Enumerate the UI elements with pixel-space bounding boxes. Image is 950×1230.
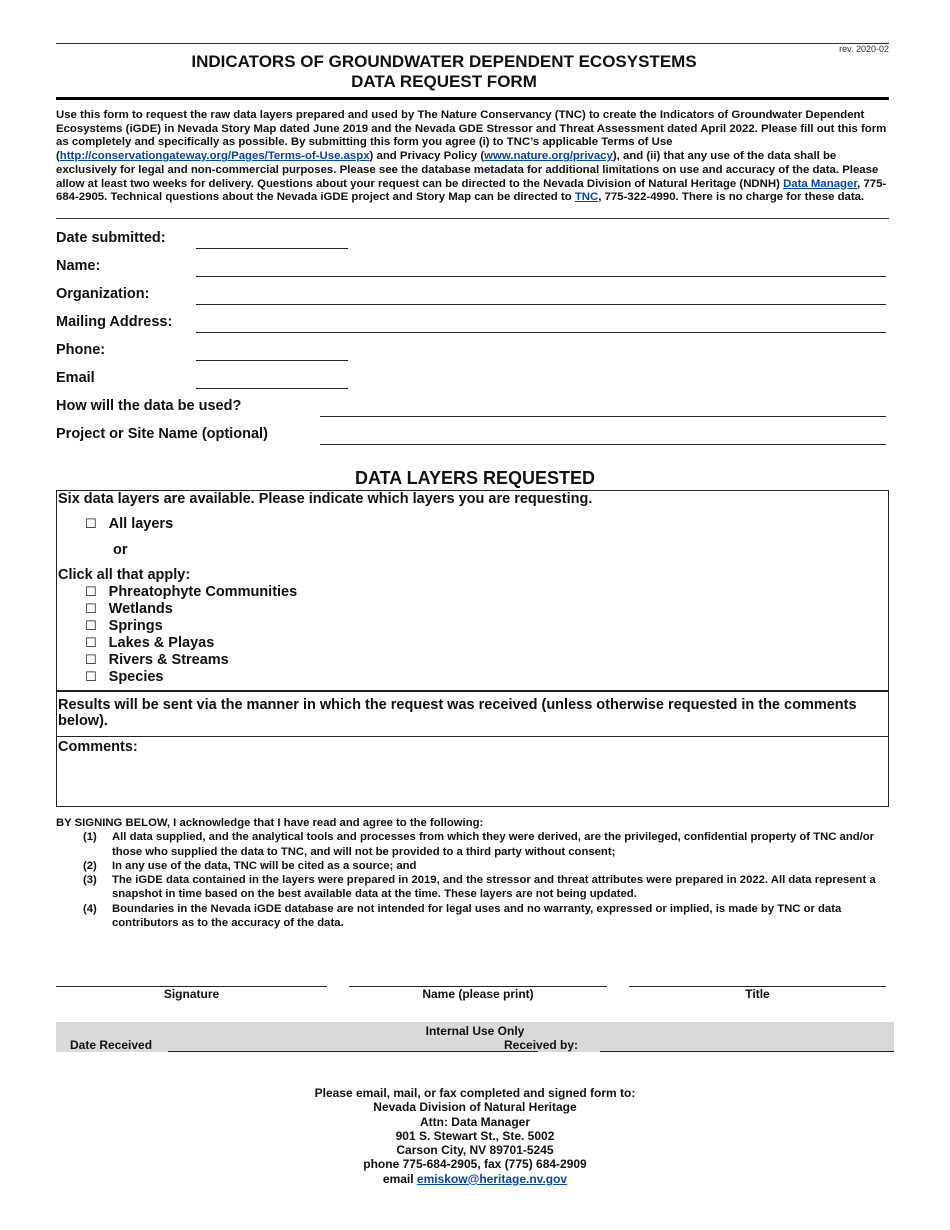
email-label: Email bbox=[56, 370, 95, 386]
internal-use-heading: Internal Use Only bbox=[425, 1024, 525, 1038]
footer-line: Nevada Division of Natural Heritage bbox=[373, 1100, 577, 1115]
received-by-label: Received by: bbox=[504, 1038, 579, 1052]
date-received-field[interactable] bbox=[168, 1051, 538, 1052]
revision-label: rev. 2020-02 bbox=[839, 44, 889, 54]
all-layers-option[interactable]: ☐ All layers bbox=[85, 516, 174, 532]
footer-line: Carson City, NV 89701-5245 bbox=[396, 1143, 554, 1158]
intro-paragraph: Use this form to request the raw data layers prepared and used by The Nature Conservancy (TNC) to create the Indicators of Groundwater Dependent Ecosystems (iGDE) in Nevada Story Map dated June 2019 and the Nevada GDE Stressor and Threat Assessment dated April 2022. Please fill out this form as completely and specifically as possible. By submitting this form you agree (i) to TNC’s applicable Terms of Use (http://conservationgateway.org/Pages/Terms-of-Use.aspx) and Privacy Policy (www.nature.org/privacy), and (ii) that any use of the data shall be exclusively for legal and non-commercial purposes. Please see the database metadata for additional limitations on use and accuracy of the data. Please allow at least two weeks for delivery. Questions about your request can be directed to the Nevada Division of Natural Heritage (NDNH) Data Manager, 775-684-2905. Technical questions about the Nevada iGDE project and Story Map can be directed to TNC, 775-322-4990. There is no charge for these data. bbox=[56, 109, 887, 204]
checkbox[interactable]: ☐ bbox=[85, 585, 97, 600]
form-title-line2: DATA REQUEST FORM bbox=[351, 72, 537, 91]
acknowledgement-section bbox=[56, 816, 889, 930]
date-received-label: Date Received bbox=[70, 1038, 153, 1052]
comments-label: Comments: bbox=[58, 739, 138, 755]
acknowledgement-intro: BY SIGNING BELOW, I acknowledge that I have read and agree to the following: bbox=[56, 817, 484, 829]
list-item: (2) In any use of the data, TNC will be cited as a source; and bbox=[83, 859, 417, 872]
results-note: Results will be sent via the manner in which the request was received (unless otherwise requested in the comments below). bbox=[58, 697, 857, 729]
footer-line: Attn: Data Manager bbox=[419, 1114, 530, 1129]
data-use-label: How will the data be used? bbox=[56, 398, 242, 414]
signature-label: Signature bbox=[163, 987, 220, 1001]
footer-line: phone 775-684-2905, fax (775) 684-2909 bbox=[363, 1157, 587, 1172]
data-manager-link[interactable]: Data Manager bbox=[783, 177, 858, 190]
footer-email-line: email emiskow@heritage.nv.gov bbox=[382, 1171, 568, 1186]
organization-label: Organization: bbox=[56, 286, 150, 302]
date-submitted-field[interactable] bbox=[196, 247, 348, 249]
footer-line: Please email, mail, or fax completed and signed form to: bbox=[314, 1086, 636, 1100]
tnc-link[interactable]: TNC bbox=[574, 191, 599, 204]
list-item: (1) All data supplied, and the analytical tools and processes from which they were derived, are the privileged, confidential property of TNC and/or those who supplied the data to TNC, and will not be provided to a third party without consent; bbox=[83, 831, 875, 858]
footer-line: 901 S. Stewart St., Ste. 5002 bbox=[395, 1128, 555, 1143]
layer-option-phreatophyte[interactable]: ☐ Phreatophyte Communities bbox=[85, 584, 298, 600]
internal-use-block bbox=[56, 1022, 894, 1052]
checkbox[interactable]: ☐ bbox=[85, 670, 97, 685]
all-layers-checkbox[interactable]: ☐ bbox=[85, 517, 97, 532]
comments-box[interactable] bbox=[56, 736, 889, 807]
checkbox[interactable]: ☐ bbox=[85, 636, 97, 651]
contact-email-link[interactable]: emiskow@heritage.nv.gov bbox=[416, 1171, 568, 1186]
layers-box bbox=[56, 490, 889, 692]
checkbox[interactable]: ☐ bbox=[85, 619, 97, 634]
list-item: (4) Boundaries in the Nevada iGDE database are not intended for legal uses and no warranty, expressed or implied, is made by TNC or data contributors as to the accuracy of the data. bbox=[83, 902, 842, 930]
form-title-line1: INDICATORS OF GROUNDWATER DEPENDENT ECOSYSTEMS bbox=[191, 52, 697, 71]
title-label: Title bbox=[745, 987, 770, 1001]
layer-option-species[interactable]: ☐ Species bbox=[85, 669, 164, 685]
organization-field[interactable] bbox=[196, 303, 886, 305]
click-all-label: Click all that apply: bbox=[58, 567, 191, 583]
layer-option-rivers-streams[interactable]: ☐ Rivers & Streams bbox=[85, 652, 229, 668]
checkbox[interactable]: ☐ bbox=[85, 653, 97, 668]
layers-instruction: Six data layers are available. Please indicate which layers you are requesting. bbox=[58, 491, 593, 507]
terms-of-use-link[interactable]: http://conservationgateway.org/Pages/Terms-of-Use.aspx bbox=[59, 150, 370, 163]
data-use-field[interactable] bbox=[320, 415, 886, 417]
phone-label: Phone: bbox=[56, 342, 106, 358]
project-name-field[interactable] bbox=[320, 443, 886, 445]
results-note-box bbox=[56, 690, 889, 737]
date-submitted-label: Date submitted: bbox=[56, 230, 166, 246]
privacy-policy-link[interactable]: www.nature.org/privacy bbox=[484, 150, 613, 163]
received-by-field[interactable] bbox=[600, 1051, 894, 1052]
layer-option-springs[interactable]: ☐ Springs bbox=[85, 618, 163, 634]
name-label: Name: bbox=[56, 258, 101, 274]
title-rule bbox=[56, 97, 889, 100]
layer-options-list bbox=[85, 584, 297, 686]
acknowledgement-list bbox=[56, 830, 889, 930]
list-item: (3) The iGDE data contained in the layers were prepared in 2019, and the stressor and threat attributes were prepared in 2022. All data represent a snapshot in time based on the best available data at the time. These layers are not being updated. bbox=[83, 874, 876, 901]
phone-field[interactable] bbox=[196, 359, 348, 361]
mailing-address-label: Mailing Address: bbox=[56, 314, 173, 330]
checkbox[interactable]: ☐ bbox=[85, 602, 97, 617]
printed-name-label: Name (please print) bbox=[422, 987, 534, 1001]
name-field[interactable] bbox=[196, 275, 886, 277]
data-layers-heading: DATA LAYERS REQUESTED bbox=[354, 468, 596, 488]
layer-option-lakes-playas[interactable]: ☐ Lakes & Playas bbox=[85, 635, 215, 651]
top-rule bbox=[56, 43, 889, 44]
or-label: or bbox=[113, 542, 128, 558]
layer-option-wetlands[interactable]: ☐ Wetlands bbox=[85, 601, 173, 617]
intro-rule bbox=[56, 218, 889, 219]
project-name-label: Project or Site Name (optional) bbox=[56, 426, 268, 442]
email-field[interactable] bbox=[196, 387, 348, 389]
mailing-address-field[interactable] bbox=[196, 331, 886, 333]
mailing-instructions bbox=[0, 1086, 950, 1186]
